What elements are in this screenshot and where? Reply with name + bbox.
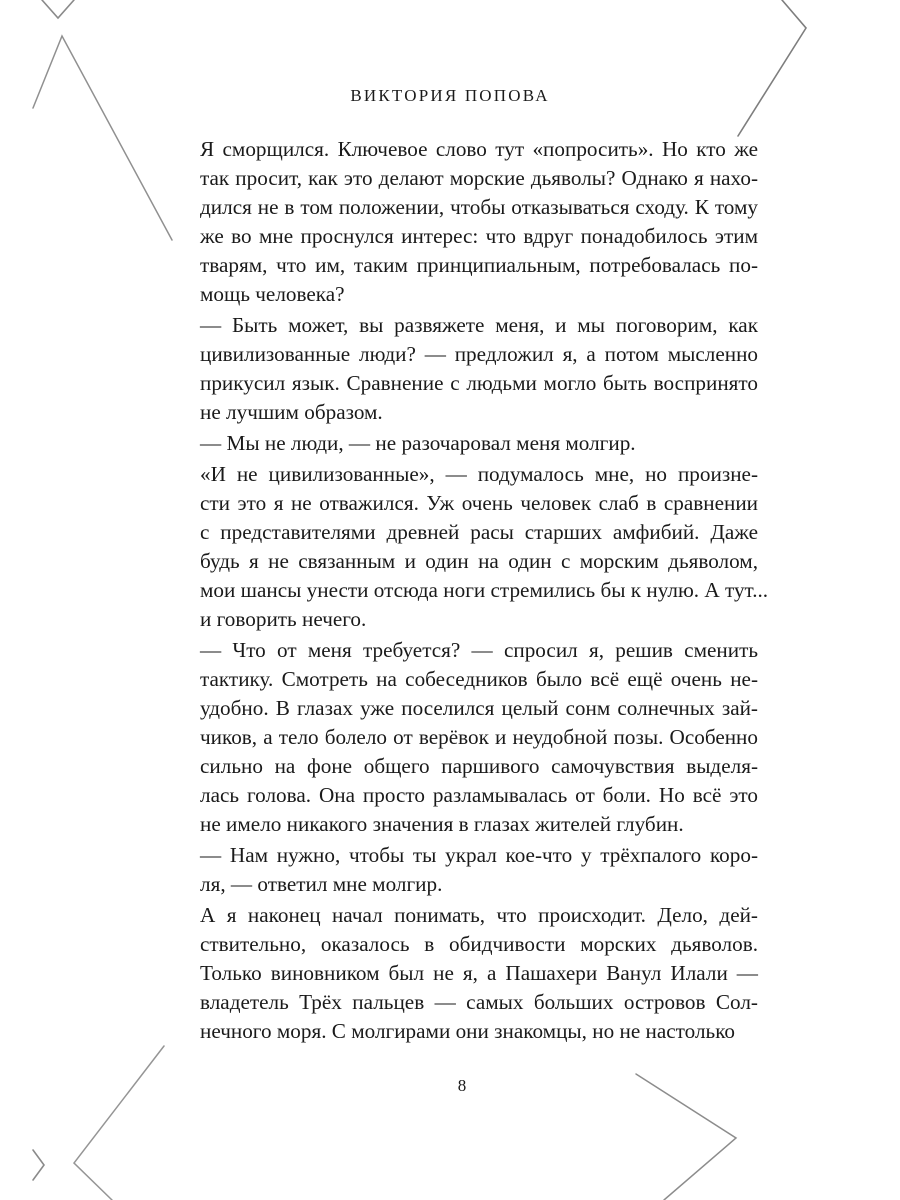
text-line: будь я не связанным и один на один с морским дьяволом, — [200, 549, 758, 573]
text-line: — Быть может, вы развяжете меня, и мы поговорим, как — [200, 313, 758, 337]
paragraph — [170, 429, 758, 458]
page-body-text — [170, 135, 769, 1048]
text-line: и говорить нечего. — [200, 607, 367, 631]
bottom-left-small-chevron-line — [33, 1150, 44, 1180]
text-line: нечного моря. С молгирами они знакомцы, но не настолько — [200, 1019, 736, 1043]
page-number: 8 — [457, 1076, 467, 1095]
text-line: с представителями древней расы старших амфибий. Даже — [200, 520, 758, 544]
text-line: прикусил язык. Сравнение с людьми могло быть воспринято — [200, 371, 758, 395]
text-line: Только виновником был не я, а Пашахери Ванул Илали — — [200, 961, 758, 985]
top-left-long-diagonal-line — [33, 36, 172, 240]
running-header-author: ВИКТОРИЯ ПОПОВА — [350, 86, 550, 105]
text-line: — Нам нужно, чтобы ты украл кое-что у трёхпалого коро- — [200, 843, 758, 867]
text-line: не лучшим образом. — [200, 400, 383, 424]
text-line: мощь человека? — [200, 282, 345, 306]
paragraph — [170, 901, 758, 1046]
text-line: лась голова. Она просто разламывалась от боли. Но всё это — [200, 783, 758, 807]
text-line: сильно на фоне общего паршивого самочувствия выделя- — [200, 754, 758, 778]
text-line: так просит, как это делают морские дьяволы? Однако я нахо- — [200, 166, 758, 190]
text-line: ля, — ответил мне молгир. — [200, 872, 443, 896]
text-line: чиков, а тело болело от верёвок и неудобной позы. Особенно — [200, 725, 758, 749]
text-line: удобно. В глазах уже поселился целый сонм солнечных зай- — [200, 696, 758, 720]
text-line: «И не цивилизованные», — подумалось мне, но произне- — [200, 462, 758, 486]
top-left-chevron-line — [42, 0, 74, 18]
bottom-left-long-diagonal-line — [74, 1046, 164, 1200]
paragraph — [170, 311, 758, 427]
text-line: тактику. Смотреть на собеседников было всё ещё очень не- — [200, 667, 758, 691]
text-line: А я наконец начал понимать, что происходит. Дело, дей- — [200, 903, 758, 927]
paragraph — [170, 460, 769, 634]
top-right-chevron-line — [738, 0, 806, 136]
text-line: дился не в том положении, чтобы отказываться сходу. К тому — [200, 195, 758, 219]
text-line: цивилизованные люди? — предложил я, а потом мысленно — [200, 342, 758, 366]
text-line: — Мы не люди, — не разочаровал меня молгир. — [200, 431, 636, 455]
text-line: тварям, что им, таким принципиальным, потребовалась по- — [200, 253, 758, 277]
text-line: же во мне проснулся интерес: что вдруг понадобилось этим — [200, 224, 758, 248]
text-line: не имело никакого значения в глазах жителей глубин. — [200, 812, 684, 836]
paragraph — [170, 841, 758, 899]
text-line: владетель Трёх пальцев — самых больших островов Сол- — [200, 990, 758, 1014]
text-line: Я сморщился. Ключевое слово тут «попросить». Но кто же — [200, 137, 758, 161]
paragraph — [170, 636, 758, 839]
paragraph — [170, 135, 758, 309]
text-line: мои шансы унести отсюда ноги стремились бы к нулю. А тут... — [200, 578, 769, 602]
text-line: сти это я не отважился. Уж очень человек слаб в сравнении — [200, 491, 758, 515]
text-line: ствительно, оказалось в обидчивости морских дьяволов. — [200, 932, 758, 956]
text-line: — Что от меня требуется? — спросил я, решив сменить — [200, 638, 758, 662]
